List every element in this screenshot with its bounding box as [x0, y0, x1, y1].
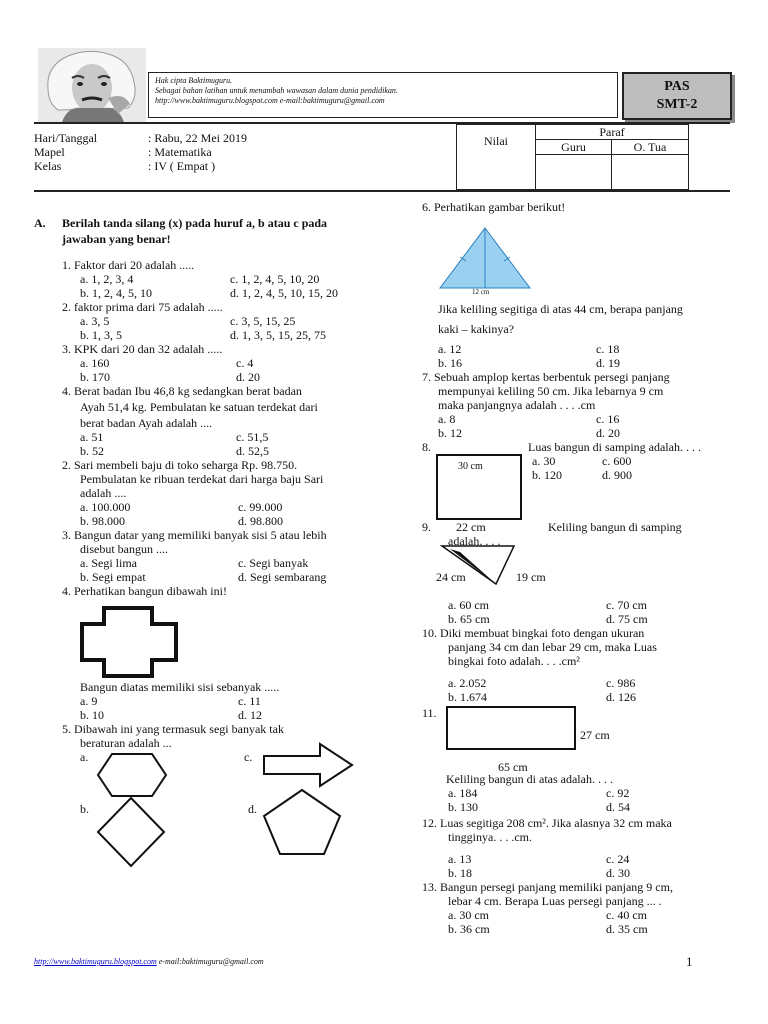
question-text: bingkai foto adalah. . . .cm² — [448, 654, 580, 668]
answer-option: c. 600 — [602, 454, 632, 468]
header-rule-bottom — [34, 190, 730, 192]
answer-option: a. 60 cm — [448, 598, 489, 612]
answer-option: d. 35 cm — [606, 922, 648, 936]
cross-shape-figure — [80, 606, 180, 678]
question-text: Ayah 51,4 kg. Pembulatan ke satuan terdekat dari — [80, 400, 318, 414]
triangle-top-label: 22 cm — [456, 520, 486, 534]
question-text: 1. Faktor dari 20 adalah ..... — [62, 258, 195, 272]
answer-option: d. 20 — [596, 426, 620, 440]
arrow-shape-figure — [262, 742, 354, 788]
answer-option: b. 36 cm — [448, 922, 490, 936]
answer-option: a. 3, 5 — [80, 314, 110, 328]
answer-option: b. 16 — [438, 356, 462, 370]
question-text: panjang 34 cm dan lebar 29 cm, maka Luas — [448, 640, 657, 654]
question-text: adalah .... — [80, 486, 127, 500]
question-text: adalah. . . . — [448, 534, 501, 548]
question-text: 4. Perhatikan bangun dibawah ini! — [62, 584, 227, 598]
question-text: berat badan Ayah adalah .... — [80, 416, 213, 430]
isosceles-triangle-figure — [438, 226, 532, 292]
exam-badge — [622, 72, 732, 120]
page-number: 1 — [686, 954, 693, 969]
answer-option: a. 13 — [448, 852, 472, 866]
answer-option: b. 1, 2, 4, 5, 10 — [80, 286, 152, 300]
question-text: Bangun diatas memiliki sisi sebanyak ..... — [80, 680, 280, 694]
question-number: 11. — [422, 706, 437, 720]
guru-header-cell — [535, 139, 612, 155]
question-number: 9. — [422, 520, 431, 534]
answer-label: b. — [80, 802, 89, 816]
answer-option: c. 4 — [236, 356, 254, 370]
answer-option: d. 900 — [602, 468, 632, 482]
answer-option: c. 18 — [596, 342, 620, 356]
badge-line-2: SMT-2 — [656, 97, 698, 112]
answer-option: d. 75 cm — [606, 612, 648, 626]
answer-option: c. 16 — [596, 412, 620, 426]
answer-option: d. 54 — [606, 800, 630, 814]
answer-option: b. 52 — [80, 444, 104, 458]
purpose-line: Sebagai bahan latihan untuk menambah wawasan dalam dunia pendidikan. — [155, 86, 398, 95]
answer-option: a. 184 — [448, 786, 478, 800]
answer-option: b. 1, 3, 5 — [80, 328, 122, 342]
answer-option: c. 11 — [238, 694, 261, 708]
answer-option: a. 2.052 — [448, 676, 487, 690]
question-text: 12. Luas segitiga 208 cm². Jika alasnya 32 cm maka — [422, 816, 672, 830]
answer-option: c. Segi banyak — [238, 556, 309, 570]
answer-option: a. 160 — [80, 356, 110, 370]
question-text: disebut bangun .... — [80, 542, 168, 556]
hexagon-shape-figure — [96, 752, 168, 798]
pentagon-shape-figure — [262, 788, 342, 856]
answer-option: b. 1.674 — [448, 690, 487, 704]
answer-option: d. Segi sembarang — [238, 570, 327, 584]
answer-label: a. — [80, 750, 89, 764]
question-text: maka panjangnya adalah . . . .cm — [438, 398, 596, 412]
answer-option: c. 986 — [606, 676, 636, 690]
info-value-class: : IV ( Empat ) — [148, 159, 216, 173]
copyright-box — [148, 72, 618, 118]
question-text: Keliling bangun di atas adalah. . . . — [446, 772, 613, 786]
nilai-cell — [456, 124, 536, 190]
footer-email: e-mail:baktimuguru@gmail.com — [156, 957, 264, 966]
answer-option: b. 130 — [448, 800, 478, 814]
answer-option: a. 30 — [532, 454, 556, 468]
info-label-subject: Mapel — [34, 145, 65, 159]
question-text: lebar 4 cm. Berapa Luas persegi panjang ... . — [448, 894, 662, 908]
answer-option: d. 126 — [606, 690, 636, 704]
answer-option: b. 65 cm — [448, 612, 490, 626]
question-text: 13. Bangun persegi panjang memiliki panjang 9 cm, — [422, 880, 673, 894]
question-text: Luas bangun di samping adalah. . . . — [528, 440, 701, 454]
answer-option: c. 3, 5, 15, 25 — [230, 314, 296, 328]
ortu-header-cell — [611, 139, 689, 155]
question-text: 2. faktor prima dari 75 adalah ..... — [62, 300, 223, 314]
answer-option: d. 1, 2, 4, 5, 10, 15, 20 — [230, 286, 338, 300]
square-side-label: 30 cm — [458, 461, 483, 472]
answer-option: d. 30 — [606, 866, 630, 880]
answer-option: a. Segi lima — [80, 556, 137, 570]
badge-line-1: PAS — [664, 79, 690, 94]
rhombus-shape-figure — [96, 796, 166, 868]
answer-option: d. 19 — [596, 356, 620, 370]
answer-option: d. 20 — [236, 370, 260, 384]
answer-option: a. 51 — [80, 430, 104, 444]
portrait-photo — [38, 48, 146, 122]
contact-line: http://www.baktimuguru.blogspot.com e-mail:baktimuguru@gmail.com — [155, 96, 385, 105]
answer-option: c. 24 — [606, 852, 630, 866]
answer-option: c. 99.000 — [238, 500, 283, 514]
question-text: Pembulatan ke ribuan terdekat dari harga baju Sari — [80, 472, 324, 486]
answer-option: b. 12 — [438, 426, 462, 440]
guru-sign-cell — [535, 154, 612, 190]
question-text: 6. Perhatikan gambar berikut! — [422, 200, 566, 214]
answer-option: b. 120 — [532, 468, 562, 482]
guru-label: Guru — [561, 140, 586, 154]
question-text: 4. Berat badan Ibu 46,8 kg sedangkan berat badan — [62, 384, 302, 398]
question-text: Jika keliling segitiga di atas 44 cm, berapa panjang — [438, 302, 683, 316]
answer-option: a. 100.000 — [80, 500, 131, 514]
info-value-date: : Rabu, 22 Mei 2019 — [148, 131, 247, 145]
question-text: 2. Sari membeli baju di toko seharga Rp. 98.750. — [62, 458, 298, 472]
info-label-class: Kelas — [34, 159, 62, 173]
info-value-subject: : Matematika — [148, 145, 212, 159]
answer-option: a. 8 — [438, 412, 456, 426]
answer-option: c. 70 cm — [606, 598, 647, 612]
answer-label: c. — [244, 750, 253, 764]
answer-label: d. — [248, 802, 257, 816]
answer-option: d. 98.800 — [238, 514, 283, 528]
rectangle-width-label: 65 cm — [498, 760, 528, 774]
answer-option: d. 12 — [238, 708, 262, 722]
answer-option: b. 10 — [80, 708, 104, 722]
answer-option: c. 51,5 — [236, 430, 269, 444]
question-text: 10. Diki membuat bingkai foto dengan ukuran — [422, 626, 645, 640]
copyright-line: Hak cipta Baktimuguru. — [155, 76, 233, 85]
section-instruction-1: Berilah tanda silang (x) pada huruf a, b atau c pada — [62, 216, 328, 230]
question-text: beraturan adalah ... — [80, 736, 172, 750]
triangle-base-label: 12 cm — [472, 288, 490, 296]
answer-option: b. Segi empat — [80, 570, 146, 584]
answer-option: a. 12 — [438, 342, 462, 356]
section-instruction-2: jawaban yang benar! — [62, 232, 171, 246]
answer-option: d. 1, 3, 5, 15, 25, 75 — [230, 328, 326, 342]
question-text: 5. Dibawah ini yang termasuk segi banyak tak — [62, 722, 284, 736]
question-text: 3. Bangun datar yang memiliki banyak sisi 5 atau lebih — [62, 528, 327, 542]
answer-option: c. 92 — [606, 786, 630, 800]
answer-option: a. 9 — [80, 694, 98, 708]
question-text: tingginya. . . .cm. — [448, 830, 532, 844]
question-text: 3. KPK dari 20 dan 32 adalah ..... — [62, 342, 223, 356]
info-label-date: Hari/Tanggal — [34, 131, 98, 145]
answer-option: c. 1, 2, 4, 5, 10, 20 — [230, 272, 320, 286]
question-text: mempunyai keliling 50 cm. Jika lebarnya 9 cm — [438, 384, 664, 398]
footer-link[interactable]: http://www.baktimuguru.blogspot.com — [34, 957, 157, 966]
question-text: Keliling bangun di samping — [548, 520, 682, 534]
answer-option: b. 98.000 — [80, 514, 125, 528]
ortu-label: O. Tua — [633, 140, 667, 154]
question-text: 7. Sebuah amplop kertas berbentuk persegi panjang — [422, 370, 670, 384]
ortu-sign-cell — [611, 154, 689, 190]
answer-option: a. 1, 2, 3, 4 — [80, 272, 134, 286]
paraf-header-cell — [535, 124, 689, 140]
triangle-left-label: 24 cm — [436, 570, 466, 584]
question-number: 8. — [422, 440, 431, 454]
paraf-label: Paraf — [599, 125, 625, 139]
section-letter: A. — [34, 216, 46, 230]
question-text: kaki – kakinya? — [438, 322, 514, 336]
answer-option: c. 40 cm — [606, 908, 647, 922]
answer-option: a. 30 cm — [448, 908, 489, 922]
triangle-right-label: 19 cm — [516, 570, 546, 584]
answer-option: d. 52,5 — [236, 444, 269, 458]
nilai-label: Nilai — [484, 134, 508, 148]
rectangle-height-label: 27 cm — [580, 728, 610, 742]
rectangle-figure — [446, 706, 576, 750]
answer-option: b. 170 — [80, 370, 110, 384]
footer — [34, 957, 264, 966]
answer-option: b. 18 — [448, 866, 472, 880]
